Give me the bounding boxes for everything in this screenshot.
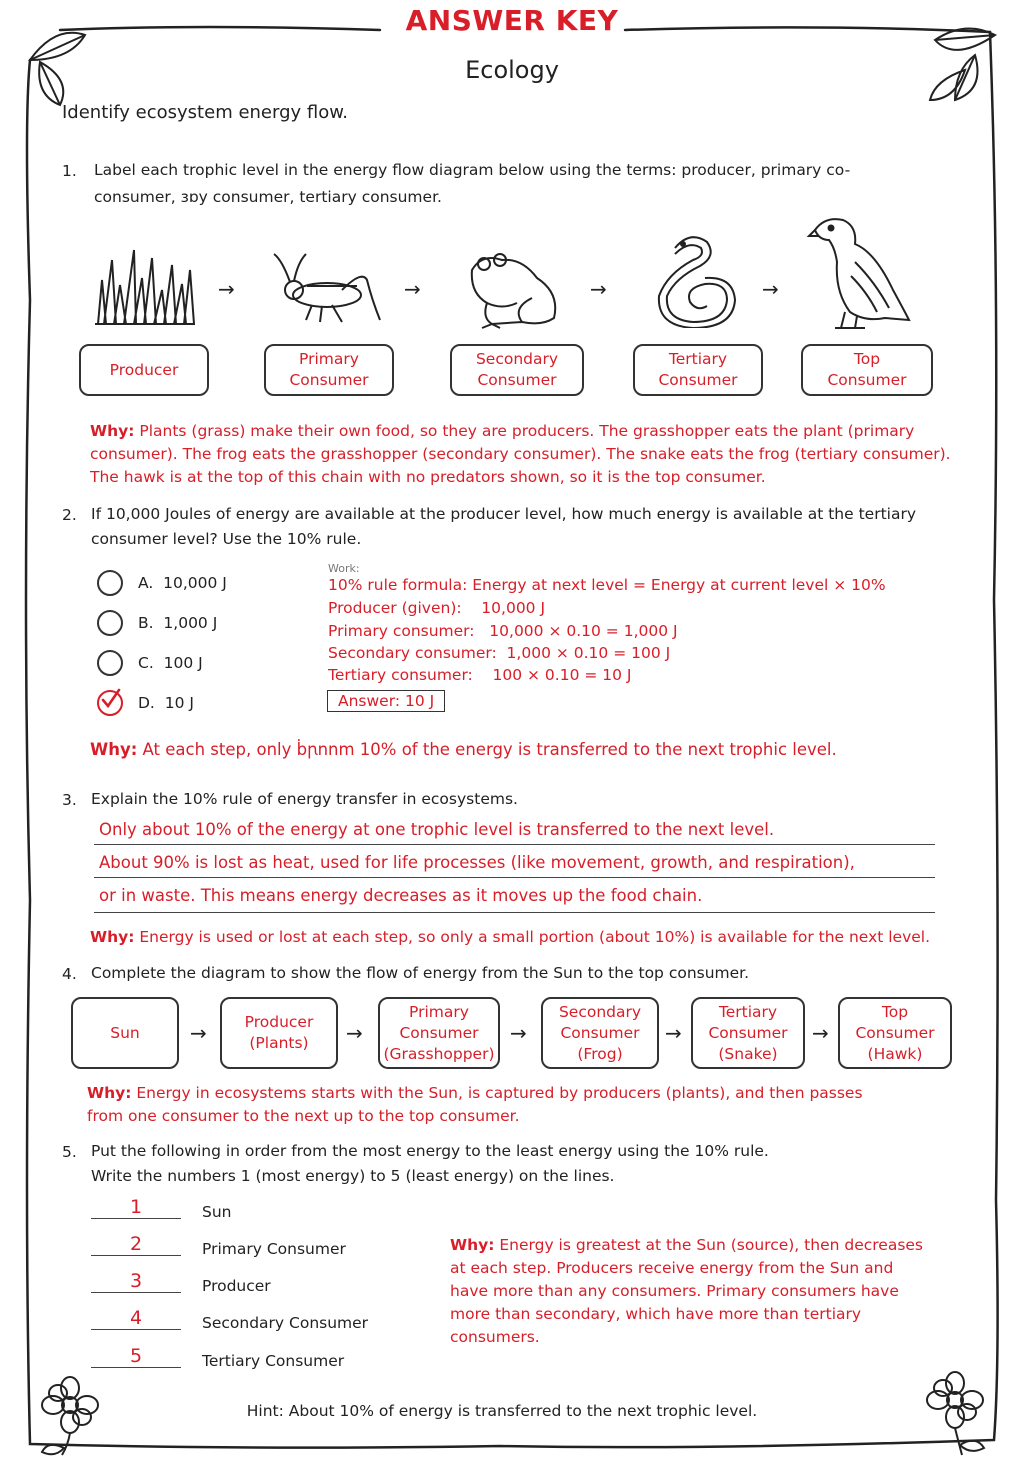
q2-why: Why: At each step, only ḃꞃnnm 10% of the energy is transferred to the next trophic level. [90, 740, 837, 759]
option-c-radio[interactable] [97, 650, 123, 676]
page-title: Ecology [465, 56, 559, 84]
rank-input-primary-consumer[interactable]: 2 [91, 1233, 181, 1256]
snake-icon [645, 228, 740, 328]
arrow-icon: → [762, 277, 779, 301]
flow-box-primary-consumer[interactable]: Primary Consumer (Grasshopper) [378, 997, 500, 1069]
flow-box-secondary-consumer[interactable]: Secondary Consumer (Frog) [541, 997, 659, 1069]
option-a-label: A. 10,000 J [138, 574, 227, 592]
arrow-icon: → [346, 1021, 363, 1045]
q1-number: 1. [62, 162, 77, 180]
hawk-icon [805, 212, 915, 332]
q2-number: 2. [62, 506, 77, 524]
option-d-label: D. 10 J [138, 694, 194, 712]
answer-key-title: ANSWER KEY [405, 4, 619, 37]
q3-why: Why: Energy is used or lost at each step, so only a small portion (about 10%) is available for the next level. [90, 928, 931, 946]
grasshopper-icon [272, 250, 382, 330]
flow-box-top-consumer[interactable]: Top Consumer (Hawk) [838, 997, 952, 1069]
label-text: Top [853, 350, 881, 368]
arrow-icon: → [590, 277, 607, 301]
rank-input-tertiary-consumer[interactable]: 5 [91, 1345, 181, 1368]
arrow-icon: → [812, 1021, 829, 1045]
rank-label: Secondary Consumer [202, 1314, 369, 1332]
checkmark-icon [97, 686, 123, 712]
q1-text-line1: Label each trophic level in the energy flow diagram below using the terms: producer, primary co- [94, 161, 851, 179]
label-text: Consumer [477, 371, 557, 389]
flow-box-sun[interactable]: Sun [71, 997, 179, 1069]
work-line: Tertiary consumer: 100 × 0.10 = 10 J [328, 666, 632, 684]
rank-label: Sun [202, 1203, 232, 1221]
option-c-label: C. 100 J [138, 654, 203, 672]
why-label: Why: [90, 422, 135, 440]
q3-answer-line[interactable]: Only about 10% of the energy at one trophic level is transferred to the next level. [94, 820, 935, 845]
label-box-tertiary-consumer[interactable] [633, 344, 763, 396]
q4-why: Why: Energy in ecosystems starts with the Sun, is captured by producers (plants), and then passes from one consumer to the next up to the top consumer. [87, 1084, 863, 1125]
flow-box-tertiary-consumer[interactable]: Tertiary Consumer (Snake) [691, 997, 805, 1069]
rank-input-producer[interactable]: 3 [91, 1270, 181, 1293]
rank-label: Producer [202, 1277, 271, 1295]
why-text: The hawk is at the top of this chain with no predators shown, so it is the top consumer. [90, 468, 766, 486]
instructions: Identify ecosystem energy flow. [62, 102, 349, 123]
q5-text-line2: Write the numbers 1 (most energy) to 5 (least energy) on the lines. [91, 1167, 615, 1185]
q4-number: 4. [62, 965, 77, 983]
work-title: Work: [328, 562, 360, 575]
q3-number: 3. [62, 791, 77, 809]
q2-text-line2: consumer level? Use the 10% rule. [91, 530, 362, 548]
q3-answer-line[interactable]: or in waste. This means energy decreases as it moves up the food chain. [94, 886, 935, 913]
arrow-icon: → [510, 1021, 527, 1045]
arrow-icon: → [190, 1021, 207, 1045]
work-line: 10% rule formula: Energy at next level = Energy at current level × 10% [328, 576, 886, 594]
hint: Hint: About 10% of energy is transferred to the next trophic level. [246, 1402, 758, 1420]
label-box-secondary-consumer[interactable] [450, 344, 584, 396]
work-line: Primary consumer: 10,000 × 0.10 = 1,000 J [328, 622, 678, 640]
label-text: Consumer [827, 371, 907, 389]
q1-why [90, 420, 970, 489]
label-text: Secondary [475, 350, 559, 368]
label-text: Consumer [289, 371, 369, 389]
label-text: Tertiary [668, 350, 728, 368]
rank-input-sun[interactable]: 1 [91, 1196, 181, 1219]
arrow-icon: → [218, 277, 235, 301]
rank-input-secondary-consumer[interactable]: 4 [91, 1307, 181, 1330]
q5-text-line1: Put the following in order from the most energy to the least energy using the 10% rule. [91, 1142, 769, 1160]
rank-label: Tertiary Consumer [202, 1352, 345, 1370]
arrow-icon: → [665, 1021, 682, 1045]
q3-text: Explain the 10% rule of energy transfer in ecosystems. [91, 790, 518, 808]
label-text: Primary [299, 350, 359, 368]
flow-box-producer[interactable]: Producer (Plants) [220, 997, 338, 1069]
why-text: Plants (grass) make their own food, so they are producers. The grasshopper eats the plant (primary [134, 422, 915, 440]
option-b-radio[interactable] [97, 610, 123, 636]
work-line: Secondary consumer: 1,000 × 0.10 = 100 J [328, 644, 671, 662]
label-box-top-consumer[interactable] [801, 344, 933, 396]
answer-box: Answer: 10 J [327, 690, 445, 712]
label-box-producer[interactable] [79, 344, 209, 396]
option-a-radio[interactable] [97, 570, 123, 596]
q5-why: Why: Energy is greatest at the Sun (source), then decreases at each step. Producers receive energy from the Sun and have more than any consumers. Primary consumers have more than secondary, which have more than tertiary consumers. [450, 1236, 924, 1346]
q5-number: 5. [62, 1143, 77, 1161]
why-text: consumer). The frog eats the grasshopper (secondary consumer). The snake eats the frog (tertiary consumer). [90, 445, 951, 463]
work-line: Producer (given): 10,000 J [328, 599, 546, 617]
label-text: Consumer [658, 371, 738, 389]
q3-answer-line[interactable]: About 90% is lost as heat, used for life processes (like movement, growth, and respiration), [94, 853, 935, 878]
label-text: Producer [109, 360, 179, 379]
grass-icon [90, 240, 200, 330]
q2-text-line1: If 10,000 Joules of energy are available at the producer level, how much energy is available at the tertiary [91, 505, 916, 523]
option-b-label: B. 1,000 J [138, 614, 218, 632]
q1-text-line2: consumer, ɜɒy consumer, tertiary consumer. [94, 188, 442, 206]
frog-icon [462, 248, 572, 330]
q4-text: Complete the diagram to show the flow of energy from the Sun to the top consumer. [91, 964, 750, 982]
rank-label: Primary Consumer [202, 1240, 346, 1258]
label-box-primary-consumer[interactable] [264, 344, 394, 396]
arrow-icon: → [404, 277, 421, 301]
option-d-radio[interactable] [97, 690, 123, 716]
